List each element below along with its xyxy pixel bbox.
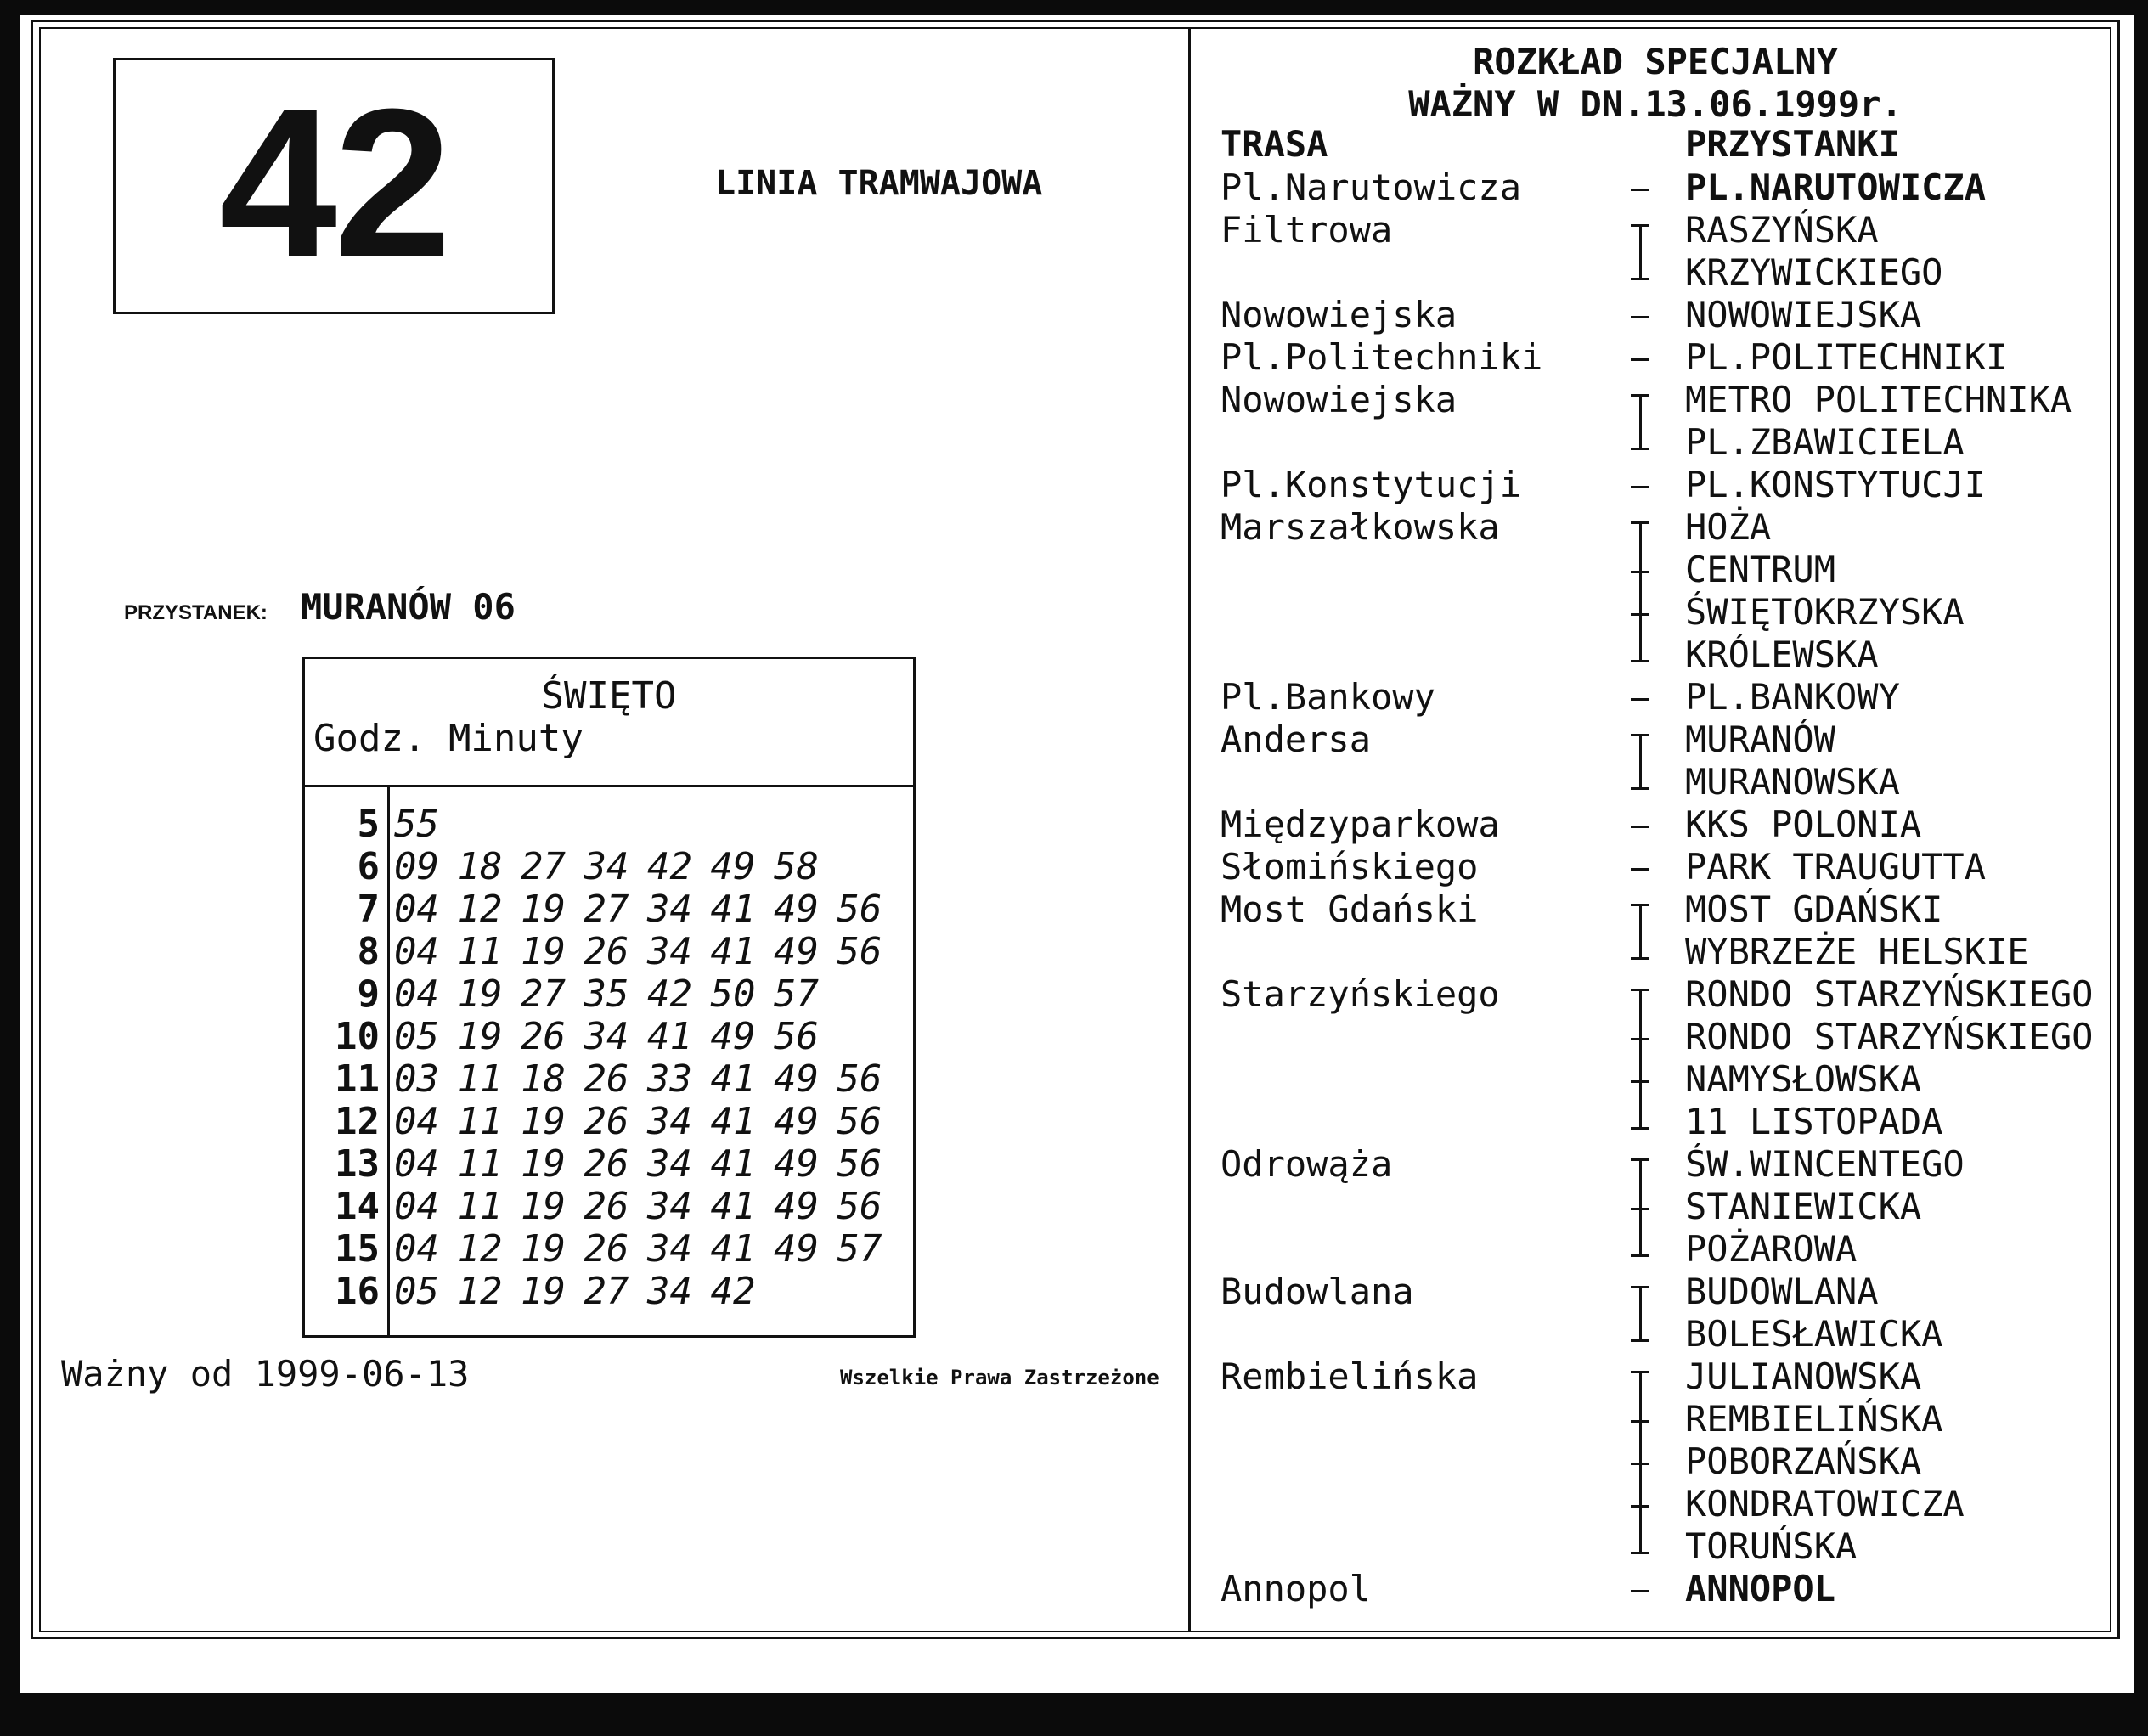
route-bracket-tick [1631, 734, 1649, 736]
departure-minute: 04 [394, 972, 439, 1016]
departure-minute: 34 [647, 1185, 692, 1228]
route-bracket-tick [1631, 660, 1649, 662]
route-stop: PL.ZBAWICIELA [1685, 421, 1965, 463]
route-street: Starzyńskiego [1221, 973, 1500, 1015]
departure-row [305, 973, 913, 1016]
departure-minute: 19 [521, 1185, 566, 1228]
departure-minute: 11 [457, 1185, 503, 1228]
stop-name: MURANÓW 06 [301, 586, 516, 628]
departure-row [305, 1101, 913, 1143]
departure-minute: 26 [521, 1015, 566, 1058]
route-bracket-tick [1631, 394, 1649, 397]
departure-hour: 11 [335, 1057, 380, 1101]
departure-minute: 09 [394, 845, 439, 888]
departure-minute: 19 [521, 930, 566, 973]
departure-minute: 41 [710, 1057, 756, 1101]
departure-minute: 49 [774, 1100, 819, 1143]
departure-minute: 42 [710, 1270, 756, 1313]
route-stop: PL.POLITECHNIKI [1685, 336, 2008, 378]
route-stop: KRÓLEWSKA [1685, 634, 1879, 675]
route-street: Nowowiejska [1221, 379, 1457, 420]
departure-minute: 05 [394, 1015, 439, 1058]
route-street: Nowowiejska [1221, 294, 1457, 335]
route-stop: NOWOWIEJSKA [1685, 294, 1922, 335]
route-bracket-tick [1631, 1080, 1649, 1083]
route-bracket-tick [1631, 1463, 1649, 1465]
departure-minute: 56 [774, 1015, 819, 1058]
route-stop: PARK TRAUGUTTA [1685, 846, 1987, 888]
route-header: TRASA [1221, 123, 1328, 165]
departure-minute: 56 [837, 1142, 882, 1186]
route-stop: PL.NARUTOWICZA [1685, 166, 1987, 208]
route-street: Andersa [1221, 719, 1372, 760]
route-stop: NAMYSŁOWSKA [1685, 1058, 1922, 1100]
stop-label: PRZYSTANEK: [124, 601, 268, 624]
departure-minute: 19 [521, 1227, 566, 1271]
departure-minute: 34 [647, 888, 692, 931]
departure-minute: 11 [457, 1057, 503, 1101]
departure-minute: 35 [584, 972, 629, 1016]
departure-minute: 27 [584, 888, 629, 931]
copyright-notice: Wszelkie Prawa Zastrzeżone [840, 1366, 1159, 1389]
departure-minute: 26 [584, 1227, 629, 1271]
special-title: ROZKŁAD SPECJALNY [1473, 41, 1838, 82]
departure-minute: 19 [457, 1015, 503, 1058]
departure-row [305, 931, 913, 973]
route-stop: POŻAROWA [1685, 1228, 1858, 1270]
route-stop: REMBIELIŃSKA [1685, 1398, 1943, 1440]
route-dash [1631, 486, 1649, 488]
departure-minute: 41 [647, 1015, 692, 1058]
route-street: Pl.Politechniki [1221, 336, 1543, 378]
departure-minute: 12 [457, 888, 503, 931]
departure-minute: 18 [521, 1057, 566, 1101]
route-dash [1631, 189, 1649, 191]
route-bracket [1639, 1286, 1642, 1342]
departure-table [302, 657, 916, 1338]
route-bracket-tick [1631, 1127, 1649, 1130]
departure-minute: 04 [394, 1185, 439, 1228]
departure-minute: 57 [837, 1227, 882, 1271]
departure-row [305, 1228, 913, 1271]
departure-table-header [305, 659, 913, 787]
departure-minute: 34 [584, 1015, 629, 1058]
route-stop: HOŻA [1685, 506, 1772, 548]
departure-minute: 56 [837, 930, 882, 973]
departure-row [305, 803, 913, 846]
route-dash [1631, 826, 1649, 828]
departure-minute: 03 [394, 1057, 439, 1101]
departure-minute: 12 [457, 1270, 503, 1313]
route-stop: KKS POLONIA [1685, 803, 1922, 845]
departure-row [305, 888, 913, 931]
route-stop: TORUŃSKA [1685, 1525, 1858, 1567]
departure-minute: 49 [774, 1185, 819, 1228]
departure-minute: 49 [710, 1015, 756, 1058]
route-bracket-tick [1631, 957, 1649, 960]
departure-minute: 11 [457, 930, 503, 973]
departure-minute: 49 [774, 888, 819, 931]
route-street: Pl.Konstytucji [1221, 464, 1522, 505]
departure-minute: 04 [394, 930, 439, 973]
departure-minute: 34 [647, 1100, 692, 1143]
route-street: Rembielińska [1221, 1356, 1479, 1397]
route-bracket-tick [1631, 224, 1649, 227]
departure-minute: 19 [521, 888, 566, 931]
departure-minute: 56 [837, 1100, 882, 1143]
route-street: Budowlana [1221, 1271, 1414, 1312]
route-dash [1631, 1590, 1649, 1592]
line-number: 42 [218, 65, 449, 302]
departure-minute: 34 [647, 930, 692, 973]
route-bracket-tick [1631, 904, 1649, 906]
route-bracket-tick [1631, 1254, 1649, 1257]
route-bracket [1639, 521, 1642, 662]
departure-hour: 7 [357, 888, 380, 931]
route-stop: KONDRATOWICZA [1685, 1483, 1965, 1525]
route-stop: RONDO STARZYŃSKIEGO [1685, 973, 2094, 1015]
departure-row [305, 1058, 913, 1101]
route-bracket [1639, 224, 1642, 280]
departure-minute: 11 [457, 1100, 503, 1143]
departure-minute: 26 [584, 930, 629, 973]
departure-minute: 11 [457, 1142, 503, 1186]
departure-minute: 26 [584, 1100, 629, 1143]
departure-minute: 26 [584, 1142, 629, 1186]
route-stop: WYBRZEŻE HELSKIE [1685, 931, 2029, 972]
route-street: Most Gdański [1221, 888, 1479, 930]
route-stop: RONDO STARZYŃSKIEGO [1685, 1016, 2094, 1057]
route-dash [1631, 316, 1649, 318]
day-type: ŚWIĘTO [541, 674, 677, 718]
departure-hour: 8 [357, 930, 380, 973]
route-dash [1631, 358, 1649, 361]
route-bracket-tick [1631, 1286, 1649, 1288]
departure-minute: 41 [710, 1227, 756, 1271]
route-street: Pl.Narutowicza [1221, 166, 1522, 208]
departure-minute: 42 [647, 972, 692, 1016]
route-bracket-tick [1631, 613, 1649, 616]
route-bracket-tick [1631, 571, 1649, 573]
departure-minute: 33 [647, 1057, 692, 1101]
departure-minute: 04 [394, 1227, 439, 1271]
departure-minute: 49 [774, 930, 819, 973]
departure-hour: 15 [335, 1227, 380, 1271]
column-headers: Godz. Minuty [313, 717, 584, 760]
route-bracket-tick [1631, 1158, 1649, 1161]
route-street: Pl.Bankowy [1221, 676, 1435, 718]
route-bracket [1639, 394, 1642, 450]
departure-minute: 49 [774, 1142, 819, 1186]
timetable-sheet [20, 15, 2134, 1693]
departure-minute: 57 [774, 972, 819, 1016]
route-stop: PL.BANKOWY [1685, 676, 1900, 718]
departure-minute: 56 [837, 888, 882, 931]
departure-row [305, 846, 913, 888]
route-bracket-tick [1631, 278, 1649, 280]
departure-hour: 9 [357, 972, 380, 1016]
route-stop: ŚWIĘTOKRZYSKA [1685, 591, 1965, 633]
departure-minute: 56 [837, 1185, 882, 1228]
departure-minute: 12 [457, 1227, 503, 1271]
route-stop: BOLESŁAWICKA [1685, 1313, 1943, 1355]
departure-hour: 12 [335, 1100, 380, 1143]
departure-hour: 5 [357, 803, 380, 846]
route-stop: RASZYŃSKA [1685, 209, 1879, 251]
departure-minute: 50 [710, 972, 756, 1016]
departure-minute: 19 [521, 1142, 566, 1186]
special-validity: WAŻNY W DN.13.06.1999r. [1408, 83, 1903, 125]
departure-minute: 56 [837, 1057, 882, 1101]
departure-minute: 27 [521, 845, 566, 888]
route-stop: MURANÓW [1685, 719, 1836, 760]
departure-minute: 41 [710, 888, 756, 931]
departure-row [305, 1143, 913, 1186]
departure-row [305, 1271, 913, 1313]
departure-hour: 16 [335, 1270, 380, 1313]
route-dash [1631, 698, 1649, 701]
departure-minute: 04 [394, 1100, 439, 1143]
route-bracket-tick [1631, 1339, 1649, 1342]
departure-minute: 19 [521, 1100, 566, 1143]
route-stop: JULIANOWSKA [1685, 1356, 1922, 1397]
departure-minute: 49 [774, 1227, 819, 1271]
departure-minute: 26 [584, 1057, 629, 1101]
departure-minute: 41 [710, 1185, 756, 1228]
departure-minute: 05 [394, 1270, 439, 1313]
departure-minute: 19 [457, 972, 503, 1016]
route-stop: POBORZAŃSKA [1685, 1440, 1922, 1482]
departure-minute: 04 [394, 888, 439, 931]
route-stop: STANIEWICKA [1685, 1186, 1922, 1227]
column-divider [1188, 27, 1191, 1632]
departure-minute: 34 [584, 845, 629, 888]
line-number-box [113, 58, 555, 314]
route-bracket-tick [1631, 448, 1649, 450]
route-bracket [1639, 989, 1642, 1130]
departure-minute: 34 [647, 1227, 692, 1271]
route-stop: ANNOPOL [1685, 1568, 1836, 1609]
route-bracket-tick [1631, 1505, 1649, 1508]
departure-minute: 58 [774, 845, 819, 888]
route-street: Odrowąża [1221, 1143, 1393, 1185]
departure-row [305, 1186, 913, 1228]
departure-minute: 42 [647, 845, 692, 888]
route-bracket-tick [1631, 989, 1649, 991]
departure-minute: 27 [584, 1270, 629, 1313]
departure-hour: 10 [335, 1015, 380, 1058]
route-stop: 11 LISTOPADA [1685, 1101, 1943, 1142]
route-street: Słomińskiego [1221, 846, 1479, 888]
route-stop: CENTRUM [1685, 549, 1836, 590]
departure-rows [305, 803, 913, 1313]
stops-header: PRZYSTANKI [1685, 123, 1900, 165]
route-street: Międzyparkowa [1221, 803, 1500, 845]
departure-minute: 41 [710, 1100, 756, 1143]
departure-row [305, 1016, 913, 1058]
route-stop: MOST GDAŃSKI [1685, 888, 1943, 930]
route-bracket-tick [1631, 1038, 1649, 1040]
route-bracket-tick [1631, 1208, 1649, 1210]
route-stop: KRZYWICKIEGO [1685, 251, 1943, 293]
departure-minute: 34 [647, 1142, 692, 1186]
departure-minute: 27 [521, 972, 566, 1016]
departure-hour: 14 [335, 1185, 380, 1228]
departure-minute: 41 [710, 930, 756, 973]
valid-from: Ważny od 1999-06-13 [61, 1353, 470, 1395]
route-bracket-tick [1631, 787, 1649, 790]
route-stop: ŚW.WINCENTEGO [1685, 1143, 1965, 1185]
departure-minute: 26 [584, 1185, 629, 1228]
route-bracket-tick [1631, 521, 1649, 524]
departure-minute: 55 [394, 803, 439, 846]
departure-minute: 04 [394, 1142, 439, 1186]
route-bracket-tick [1631, 1420, 1649, 1423]
route-street: Marszałkowska [1221, 506, 1500, 548]
route-stop: BUDOWLANA [1685, 1271, 1879, 1312]
departure-hour: 6 [357, 845, 380, 888]
route-bracket-tick [1631, 1371, 1649, 1373]
route-stop: PL.KONSTYTUCJI [1685, 464, 1987, 505]
departure-minute: 34 [647, 1270, 692, 1313]
departure-minute: 19 [521, 1270, 566, 1313]
departure-minute: 49 [710, 845, 756, 888]
route-dash [1631, 868, 1649, 871]
route-street: Filtrowa [1221, 209, 1393, 251]
route-bracket-tick [1631, 1552, 1649, 1554]
route-street: Annopol [1221, 1568, 1372, 1609]
departure-hour: 13 [335, 1142, 380, 1186]
route-stop: MURANOWSKA [1685, 761, 1900, 803]
route-bracket [1639, 734, 1642, 790]
route-bracket [1639, 904, 1642, 960]
route-stop: METRO POLITECHNIKA [1685, 379, 2072, 420]
line-type: LINIA TRAMWAJOWA [715, 164, 1043, 203]
departure-minute: 49 [774, 1057, 819, 1101]
departure-minute: 18 [457, 845, 503, 888]
departure-minute: 41 [710, 1142, 756, 1186]
